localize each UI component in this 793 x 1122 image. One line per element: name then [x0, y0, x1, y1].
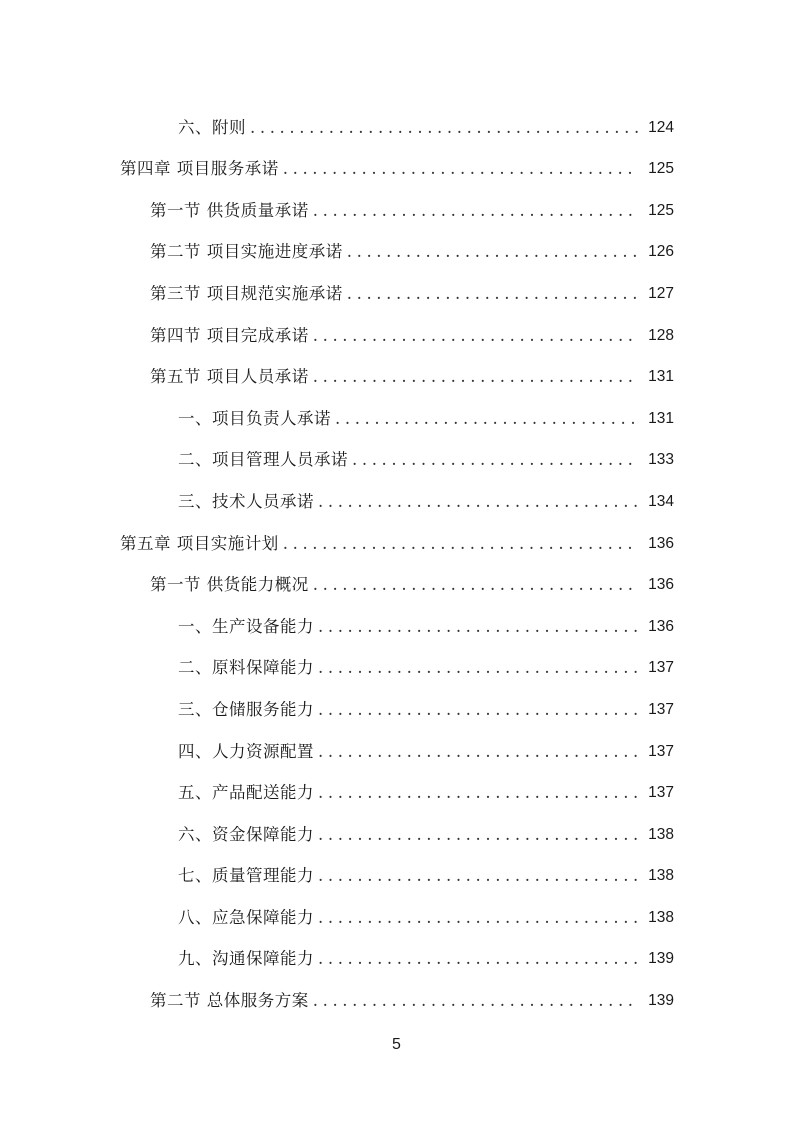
- dot-leader: [318, 700, 638, 720]
- toc-entry-title: 三、技术人员承诺: [178, 491, 314, 511]
- dot-leader: [347, 242, 638, 262]
- toc-entry[interactable]: [0, 678, 793, 720]
- dot-leader: [352, 450, 638, 470]
- toc-entry[interactable]: [0, 262, 793, 304]
- toc-entry-title: 第一节 供货能力概况: [150, 575, 309, 595]
- dot-leader: [283, 534, 638, 554]
- toc-entry-title: 六、附则: [178, 117, 246, 137]
- dot-leader: [318, 783, 638, 803]
- toc-entry-page: 128: [648, 326, 674, 344]
- toc-entry-page: 138: [648, 825, 674, 843]
- toc-entry[interactable]: [0, 304, 793, 346]
- toc-entry-page: 131: [648, 368, 674, 386]
- toc-entry[interactable]: [0, 470, 793, 512]
- toc-entry-page: 136: [648, 534, 674, 552]
- dot-leader: [347, 284, 638, 304]
- toc-entry[interactable]: [0, 221, 793, 263]
- toc-entry[interactable]: [0, 720, 793, 762]
- toc-entry[interactable]: [0, 595, 793, 637]
- toc-entry-page: 126: [648, 243, 674, 261]
- toc-entry[interactable]: [0, 886, 793, 928]
- toc-entry-page: 131: [648, 409, 674, 427]
- dot-leader: [313, 367, 638, 387]
- dot-leader: [313, 991, 638, 1011]
- dot-leader: [318, 742, 638, 762]
- toc-entry-title: 四、人力资源配置: [178, 741, 314, 761]
- dot-leader: [318, 825, 638, 845]
- toc-entry-title: 三、仓储服务能力: [178, 699, 314, 719]
- toc-entry-page: 127: [648, 284, 674, 302]
- toc-entry[interactable]: [0, 969, 793, 1011]
- dot-leader: [250, 118, 638, 138]
- toc-entry[interactable]: [0, 803, 793, 845]
- toc-entry-title: 二、项目管理人员承诺: [178, 450, 348, 470]
- toc-entry-page: 125: [648, 201, 674, 219]
- dot-leader: [318, 492, 638, 512]
- table-of-contents: [0, 96, 793, 1011]
- dot-leader: [335, 409, 638, 429]
- toc-entry-title: 第三节 项目规范实施承诺: [150, 283, 343, 303]
- toc-entry-title: 第四节 项目完成承诺: [150, 325, 309, 345]
- dot-leader: [313, 201, 638, 221]
- page-number: 5: [392, 1036, 401, 1053]
- dot-leader: [318, 617, 638, 637]
- toc-entry[interactable]: [0, 429, 793, 471]
- toc-entry-page: 137: [648, 659, 674, 677]
- toc-entry[interactable]: [0, 637, 793, 679]
- toc-entry-page: 133: [648, 451, 674, 469]
- dot-leader: [318, 866, 638, 886]
- dot-leader: [313, 575, 638, 595]
- toc-entry-page: 137: [648, 700, 674, 718]
- toc-entry-page: 137: [648, 784, 674, 802]
- toc-entry-title: 五、产品配送能力: [178, 783, 314, 803]
- toc-entry-title: 九、沟通保障能力: [178, 949, 314, 969]
- toc-entry[interactable]: [0, 512, 793, 554]
- toc-entry[interactable]: [0, 845, 793, 887]
- toc-entry-title: 七、质量管理能力: [178, 866, 314, 886]
- toc-entry[interactable]: [0, 554, 793, 596]
- toc-entry-page: 124: [648, 118, 674, 136]
- toc-entry-title: 二、原料保障能力: [178, 658, 314, 678]
- toc-entry-title: 六、资金保障能力: [178, 824, 314, 844]
- toc-entry-page: 139: [648, 950, 674, 968]
- toc-entry-page: 134: [648, 492, 674, 510]
- toc-entry-page: 138: [648, 867, 674, 885]
- toc-entry-title: 第一节 供货质量承诺: [150, 200, 309, 220]
- toc-entry[interactable]: [0, 138, 793, 180]
- dot-leader: [318, 949, 638, 969]
- dot-leader: [313, 326, 638, 346]
- toc-entry-title: 第五章 项目实施计划: [120, 533, 279, 553]
- toc-entry-page: 138: [648, 908, 674, 926]
- toc-entry-title: 第二节 总体服务方案: [150, 991, 309, 1011]
- toc-entry[interactable]: [0, 346, 793, 388]
- toc-entry[interactable]: [0, 928, 793, 970]
- toc-entry-title: 一、项目负责人承诺: [178, 408, 331, 428]
- toc-entry-title: 第五节 项目人员承诺: [150, 367, 309, 387]
- toc-entry[interactable]: [0, 762, 793, 804]
- toc-entry-page: 136: [648, 617, 674, 635]
- toc-entry-title: 一、生产设备能力: [178, 616, 314, 636]
- dot-leader: [318, 908, 638, 928]
- toc-entry-page: 136: [648, 576, 674, 594]
- toc-entry-page: 139: [648, 992, 674, 1010]
- toc-entry[interactable]: [0, 387, 793, 429]
- dot-leader: [283, 159, 638, 179]
- toc-entry[interactable]: [0, 96, 793, 138]
- toc-entry-title: 第二节 项目实施进度承诺: [150, 242, 343, 262]
- dot-leader: [318, 658, 638, 678]
- toc-entry-page: 125: [648, 160, 674, 178]
- toc-entry-page: 137: [648, 742, 674, 760]
- toc-entry-title: 八、应急保障能力: [178, 907, 314, 927]
- toc-entry[interactable]: [0, 179, 793, 221]
- toc-entry-title: 第四章 项目服务承诺: [120, 159, 279, 179]
